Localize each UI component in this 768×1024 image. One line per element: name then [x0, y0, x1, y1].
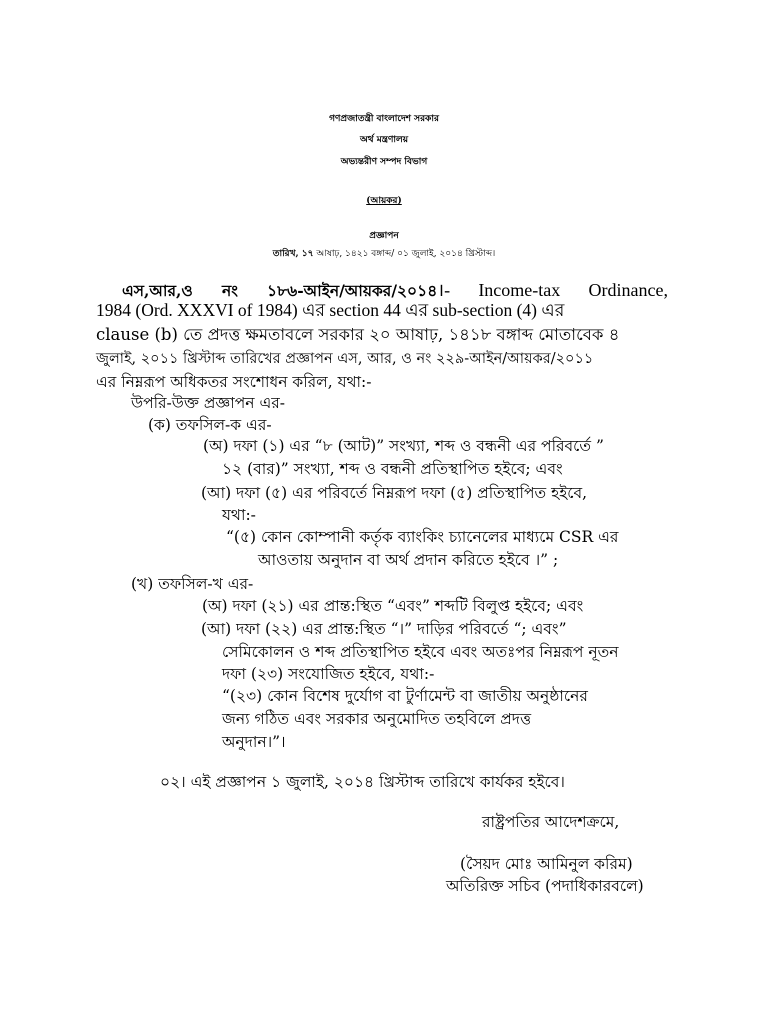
- intro-line-1-rest: ।- Income-tax Ordinance,: [437, 280, 668, 300]
- kha-clause-aa-line-1: (আ) দফা (২২) এর প্রান্ত:স্থিত “।” দাড়ির পরিবর্তে “; এবং”: [201, 620, 567, 638]
- kha-quote-line-1: “(২৩) কোন বিশেষ দুর্যোগ বা টুর্ণামেন্ট বা জাতীয় অনুষ্ঠানের: [222, 687, 588, 705]
- date-rest: আষাঢ়, ১৪২১ বঙ্গাব্দ/ ০১ জুলাই, ২০১৪ খ্রিস্টাব্দ।: [313, 249, 496, 259]
- signatory-name: (সৈয়দ মোঃ আমিনুল করিম): [460, 855, 633, 873]
- schedule-kha-heading: (খ) তফসিল-খ এর-: [131, 575, 254, 593]
- presidential-order: রাষ্ট্রপতির আদেশক্রমে,: [482, 813, 620, 831]
- ka-quote-line-2: আওতায় অনুদান বা অর্থ প্রদান করিতে হইবে ।” ;: [258, 551, 559, 569]
- intro-line-4: জুলাই, ২০১১ খ্রিস্টাব্দ তারিখের প্রজ্ঞাপন এস, আর, ও নং ২২৯-আইন/আয়কর/২০১১: [96, 351, 594, 367]
- ka-quote-line-1: “(৫) কোন কোম্পানী কর্তৃক ব্যাংকিং চ্যানেলের মাধ্যমে CSR এর: [226, 528, 619, 546]
- ka-clause-aa-line-2: যথা:-: [222, 506, 256, 524]
- signatory-title: অতিরিক্ত সচিব (পদাধিকারবলে): [446, 877, 644, 895]
- kha-clause-aa-line-3: দফা (২৩) সংযোজিত হইবে, যথা:-: [222, 665, 435, 683]
- kha-quote-line-3: অনুদান।”।: [222, 733, 286, 751]
- kha-quote-line-2: জন্য গঠিত এবং সরকার অনুমোদিত তহবিলে প্রদত্ত: [222, 710, 532, 728]
- sro-number: এস,আর,ও নং ১৮৬-আইন/আয়কর/২০১৪: [122, 281, 438, 300]
- notification-date: [0, 249, 768, 260]
- tax-category: (আয়কর): [366, 196, 402, 206]
- notification-title: প্রজ্ঞাপন: [369, 231, 399, 241]
- ka-clause-aa-line-1: (আ) দফা (৫) এর পরিবর্তে নিম্নরূপ দফা (৫) প্রতিস্থাপিত হইবে,: [201, 484, 588, 502]
- date-label: তারিখ, ১৭: [272, 249, 314, 259]
- intro-line-1: [122, 280, 668, 302]
- ministry-name: অর্থ মন্ত্রণালয়: [359, 135, 409, 145]
- intro-line-3: clause (b) তে প্রদত্ত ক্ষমতাবলে সরকার ২০ আষাঢ়, ১৪১৮ বঙ্গাব্দ মোতাবেক ৪: [96, 325, 620, 344]
- effective-date-clause: ০২। এই প্রজ্ঞাপন ১ জুলাই, ২০১৪ খ্রিস্টাব্দ তারিখে কার্যকর হইবে।: [160, 773, 565, 791]
- kha-clause-aa-line-2: সেমিকোলন ও শব্দ প্রতিস্থাপিত হইবে এবং অতঃপর নিম্নরূপ নূতন: [222, 643, 619, 661]
- govt-name: গণপ্রজাতন্ত্রী বাংলাদেশ সরকার: [329, 114, 439, 124]
- kha-clause-a: (অ) দফা (২১) এর প্রান্ত:স্থিত “এবং” শব্দটি বিলুপ্ত হইবে; এবং: [202, 597, 584, 615]
- intro-line-5: এর নিম্নরূপ অধিকতর সংশোধন করিল, যথা:-: [96, 373, 372, 391]
- amendment-lead: উপরি-উক্ত প্রজ্ঞাপন এর-: [131, 394, 286, 412]
- ka-clause-a-line-1: (অ) দফা (১) এর “৮ (আট)” সংখ্যা, শব্দ ও বন্ধনী এর পরিবর্তে ”: [203, 437, 604, 455]
- division-name: অভ্যন্তরীণ সম্পদ বিভাগ: [340, 157, 428, 167]
- intro-line-2: 1984 (Ord. XXXVI of 1984) এর section 44 এর sub-section (4) এর: [96, 300, 565, 320]
- ka-clause-a-line-2: ১২ (বার)” সংখ্যা, শব্দ ও বন্ধনী প্রতিস্থাপিত হইবে; এবং: [222, 460, 563, 478]
- schedule-ka-heading: (ক) তফসিল-ক এর-: [148, 416, 272, 434]
